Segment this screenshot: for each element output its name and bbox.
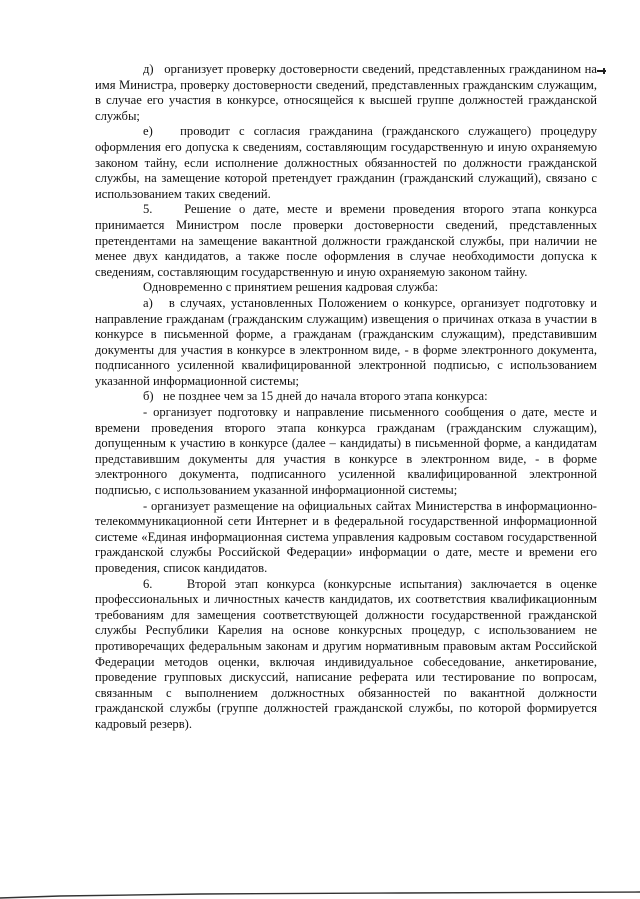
document-body bbox=[95, 62, 597, 733]
paragraph-b: б) не позднее чем за 15 дней до начала второго этапа конкурса: bbox=[143, 389, 488, 404]
scan-edge-line bbox=[0, 891, 640, 899]
paragraph-e: е) проводит с согласия гражданина (гражданского служащего) процедуру оформления его допуска к сведениям, составляющим государственную и иную охраняемую законом тайну, если исполнение должностных обязанностей по должности гражданской службы, на замещение которой претендует гражданин (гражданский служащий), связано с использованием таких сведений. bbox=[95, 124, 597, 201]
paragraph-d: д) организует проверку достоверности сведений, представленных гражданином на имя Министра, проверку достоверности сведений, представленных гражданским служащим, в случае его участия в конкурсе, относящейся к высшей группе должностей гражданской службы; bbox=[95, 62, 597, 123]
paragraph-a: а) в случаях, установленных Положением о конкурсе, организует подготовку и направление гражданам (гражданским служащим) извещения о причинах отказа в участии в конкурсе в письменной форме, а гражданам (гражданским служащим), представившим документы для участия в конкурсе в электронном виде, - в форме электронного документа, подписанного усиленной квалифицированной электронной подписью, с использованием указанной информационной системы; bbox=[95, 295, 597, 388]
paragraph-5: 5. Решение о дате, месте и времени проведения второго этапа конкурса принимается Министром после проверки достоверности сведений, представленных претендентами на замещение вакантной должности гражданской службы, при наличии не менее двух кандидатов, а также после оформления в случае необходимости допуска к сведениям, составляющим государственную и иную охраняемую законом тайну. bbox=[95, 202, 597, 279]
paragraph-b-item-2: - организует размещение на официальных сайтах Министерства в информационно-телекоммуникационной сети Интернет и в федеральной государственной информационной системе «Единая информационная система управления кадровым составом государственной гражданской службы Российской Федерации» информации о дате, месте и времени его проведения, список кандидатов. bbox=[95, 498, 597, 575]
paragraph-simultaneously: Одновременно с принятием решения кадровая служба: bbox=[143, 280, 439, 295]
paragraph-b-item-1: - организует подготовку и направление письменного сообщения о дате, месте и времени проведения второго этапа конкурса гражданам (гражданским служащим), допущенным к участию в конкурсе (далее – кандидаты) в письменной форме, а кандидатам представившим документы для участия в конкурсе в электронном виде, - в форме электронного документа, подписанного усиленной квалифицированной электронной подписью, с использованием указанной информационной системы; bbox=[95, 405, 597, 498]
scan-mark-tick bbox=[603, 68, 605, 74]
paragraph-6: 6. Второй этап конкурса (конкурсные испытания) заключается в оценке профессиональных и личностных качеств кандидатов, их соответствия квалификационным требованиям для замещения соответствующей должности государственной гражданской службы Республики Карелия на основе конкурсных процедур, с использованием не противоречащих федеральным законам и другим нормативным правовым актам Российской Федерации методов оценки, включая индивидуальное собеседование, анкетирование, проведение групповых дискуссий, написание реферата или тестирование по вопросам, связанным с выполнением должностных обязанностей по вакантной должности гражданской службы (группе должностей гражданской службы, по которой формируется кадровый резерв). bbox=[95, 576, 597, 731]
